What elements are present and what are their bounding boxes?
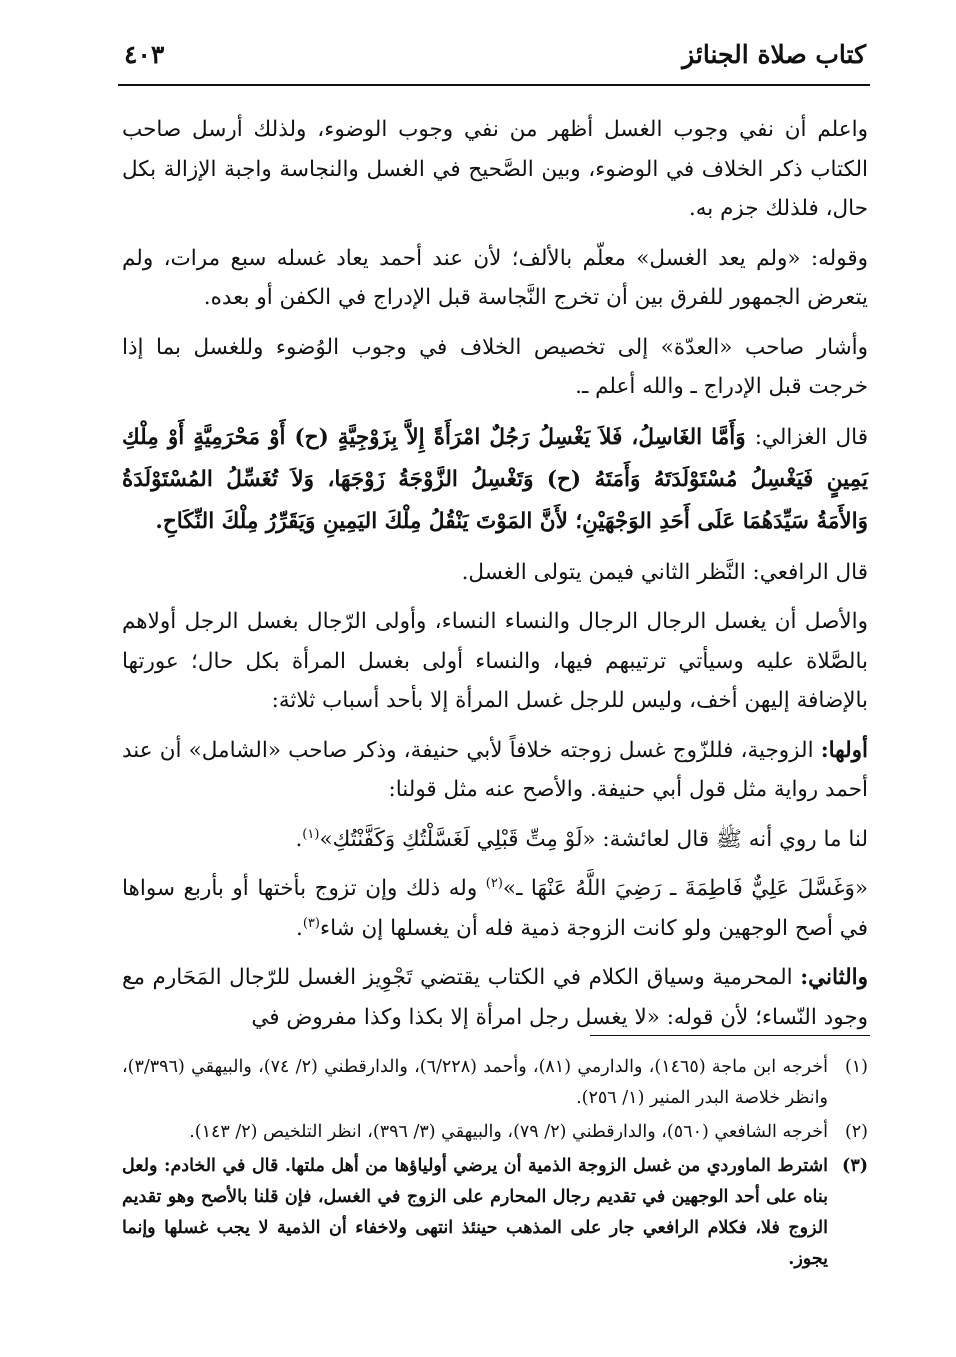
header-rule	[118, 84, 870, 86]
paragraph-lam-yuid: وقوله: «ولم يعد الغسل» معلّم بالألف؛ لأن عند أحمد يعاد غسله سبع مرات، ولم يتعرض الجمهور للفرق بين أن تخرج النَّجاسة قبل الإدراج في الكفن أو بعده.	[122, 245, 868, 310]
page-number: ٤٠٣	[124, 40, 165, 69]
first-reason-text: الزوجية، فللزّوج غسل زوجته خلافاً لأبي حنيفة، وذكر صاحب «الشامل» أن عند أحمد رواية مثل قول أبي حنيفة. والأصح عنه مثل قولنا:	[122, 737, 868, 802]
footnote-text: أخرجه ابن ماجة (١٤٦٥)، والدارمي (٨١)، وأحمد (٦/٢٢٨)، والدارقطني (٢/ ٧٤)، والبيهقي (٣/٣٩٦)، وانظر خلاصة البدر المنير (١/ ٢٥٦).	[122, 1057, 828, 1108]
hadith-ali-quote: «وَغَسَّلَ عَلِيٌّ فَاطِمَةَ ـ رَضِيَ اللَّهُ عَنْهَا ـ»	[502, 876, 868, 901]
footnote-separator	[590, 1035, 870, 1036]
hadith-aisha-end: .	[295, 826, 303, 852]
running-title: كتاب صلاة الجنائز	[682, 40, 866, 69]
footnote-1	[122, 1052, 868, 1114]
page-header	[118, 36, 870, 86]
hadith-aisha-text: لنا ما روي أنه ﷺ قال لعائشة: «لَوْ مِتِّ قَبْلِي لَغَسَّلْتُكِ وَكَفَّنْتُكِ»	[319, 826, 868, 852]
footnote-3	[122, 1151, 868, 1275]
paragraph-ghusl-wudu: واعلم أن نفي وجوب الغسل أظهر من نفي وجوب الوضوء، ولذلك أرسل صاحب الكتاب ذكر الخلاف في الوضوء، وبين الصَّحيح في الغسل والنجاسة واجبة الإزالة بكل حال، فلذلك جزم به.	[122, 117, 868, 221]
hadith-ali-end: .	[295, 915, 303, 941]
ghazali-matn	[122, 417, 868, 543]
footnote-ref-2[interactable]: (٢)	[485, 875, 503, 891]
paragraph-al-udda: وأشار صاحب «العدّة» إلى تخصيص الخلاف في وجوب الوُضوء وللغسل بما إذا خرجت قبل الإدراج ـ والله أعلم ـ.	[122, 334, 868, 399]
footnote-text: اشترط الماوردي من غسل الزوجة الذمية أن يرضي أولياؤها من أهل ملتها. قال في الخادم: ولعل بناه على أحد الوجهين في تقديم رجال المحارم على الزوج في الغسل، فإن قلنا بالأصح وهو تقديم الزوج فلا، فكلام الرافعي جار على المذهب حينئذ انتهى ولاخفاء أن الذمية لا يجب غسلها وإنما يجوز.	[122, 1156, 828, 1269]
second-reason-lead: والثاني:	[800, 965, 868, 990]
first-reason-lead: أولها:	[820, 737, 868, 763]
footnote-number: (١)	[844, 1057, 868, 1077]
paragraph-first-reason	[122, 731, 868, 810]
paragraph-rafii: قال الرافعي: النَّظر الثاني فيمن يتولى الغسل.	[461, 559, 868, 585]
paragraph-second-reason	[122, 958, 868, 1037]
paragraph-hadith-aisha	[122, 820, 868, 860]
footnote-2	[122, 1117, 868, 1148]
paragraph-asl: والأصل أن يغسل الرجال الرجال والنساء النساء، وأولى الرّجال بغسل الرجل أولاهم بالصَّلاة عليه وسيأتي ترتيبهم فيها، والنساء أولى بغسل المرأة بكل حال؛ عورتها بالإضافة إليهن أخف، وليس للرجل غسل المرأة إلا بأحد أسباب ثلاثة:	[122, 609, 868, 713]
hadith-ali-text: وله ذلك وإن تزوج بأختها أو بأربع سواها في أصح الوجهين ولو كانت الزوجة ذمية فله أن يغسلها إن شاء	[122, 876, 868, 941]
second-reason-text: المحرمية وسياق الكلام في الكتاب يقتضي تَجْوِيز الغسل للرّجال المَحَارم مع وجود النّساء؛ لأن قوله: «لا يغسل رجل امرأة إلا بكذا وكذا مفروض في	[122, 965, 868, 1030]
paragraph-hadith-ali	[122, 869, 868, 948]
ghazali-prefix: قال الغزالي:	[754, 424, 868, 450]
footnote-ref-3[interactable]: (٣)	[302, 915, 320, 931]
footnote-number: (٣)	[842, 1156, 868, 1176]
main-text	[122, 110, 868, 1047]
footnotes	[122, 1052, 868, 1278]
footnote-ref-1[interactable]: (١)	[302, 826, 320, 842]
ghazali-text: وَأَمَّا الغَاسِلُ، فَلاَ يَغْسِلُ رَجُلٌ امْرَأَةً إِلاَّ بِزَوْجِيَّةٍ (ح) أَوْ مَحْرَمِيَّةٍ أَوْ مِلْكِ يَمِينٍ فَيَغْسِلُ مُسْتَوْلَدَتَهُ وَأَمَتَهُ (ح) وَتَغْسِلُ الزَّوْجَةُ زَوْجَهَا، وَلاَ تُغَسِّلُ المُسْتَوْلَدَةُ وَالأَمَةُ سَيِّدَهُمَا عَلَى أَحَدِ الوَجْهَيْنِ؛ لأَنَّ المَوْتَ يَنْقُلُ مِلْكَ اليَمِينِ وَيَقَرِّرُ مِلْكَ النِّكَاحِ.	[122, 424, 868, 534]
footnote-text: أخرجه الشافعي (٥٦٠)، والدارقطني (٢/ ٧٩)، والبيهقي (٣/ ٣٩٦)، انظر التلخيص (٢/ ١٤٣).	[189, 1122, 828, 1142]
footnote-number: (٢)	[844, 1122, 868, 1142]
